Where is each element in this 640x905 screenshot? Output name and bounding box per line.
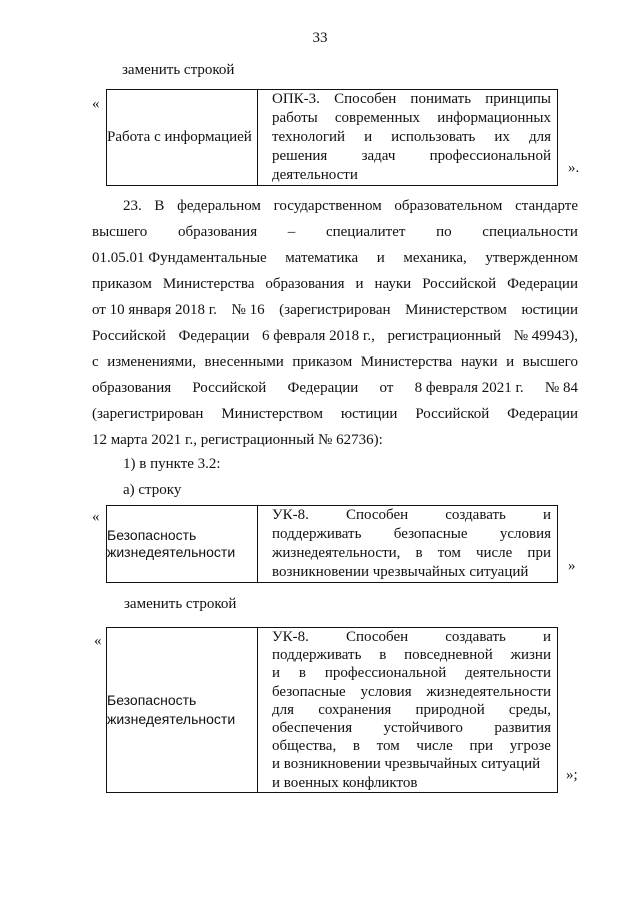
- table-2-right-word: жизнедеятельности,: [272, 545, 401, 561]
- quote-open-1: «: [92, 96, 100, 112]
- paragraph-word: регистрационный: [387, 328, 502, 344]
- table-1-right-word: и: [364, 129, 373, 145]
- table-3-right-line: [258, 774, 557, 792]
- paragraph-word: Федерации: [507, 276, 578, 292]
- table-1-right-word: их: [494, 129, 510, 145]
- table-2-right-word: при: [527, 545, 551, 561]
- table-3-right-word: создавать: [445, 629, 506, 645]
- table-1-right-word: задач: [361, 148, 396, 164]
- table-2-left-line: жизнедеятельности: [107, 544, 236, 560]
- table-1-right-line: [258, 109, 557, 128]
- quote-close-3: »;: [566, 767, 578, 783]
- item-a: а) строку: [123, 482, 182, 498]
- table-3-right-word: деятельности: [465, 665, 551, 682]
- table-3-right-cell: [258, 628, 558, 793]
- table-3-right-word: поддерживать: [272, 647, 362, 664]
- quote-close-2: »: [568, 558, 576, 574]
- table-3-right-line: [258, 701, 557, 719]
- table-1-right-word: деятельности: [272, 167, 358, 183]
- paragraph-word: 23.: [123, 198, 142, 214]
- table-1-right-word: принципы: [485, 91, 551, 107]
- paragraph-word: Федерации: [507, 406, 578, 422]
- table-3-right-word: и военных конфликтов: [272, 774, 418, 791]
- paragraph-word: юстиции: [521, 302, 578, 318]
- table-3-right-word: и возникновении чрезвычайных ситуаций: [272, 756, 541, 773]
- paragraph-word: внесенными: [204, 354, 284, 370]
- paragraph-word: науки: [374, 276, 412, 292]
- table-3-right-line: [258, 755, 557, 773]
- paragraph-line: [92, 427, 578, 453]
- paragraph-word: специалитет: [325, 224, 406, 240]
- paragraph-word: 01.05.01 Фундаментальные: [92, 250, 267, 266]
- table-1-right-word: понимать: [410, 91, 472, 107]
- table-3-right-word: и: [272, 665, 281, 682]
- table-1-right-word: ОПК-3.: [272, 91, 320, 107]
- paragraph-word: специальности: [482, 224, 578, 240]
- table-3-right-word: повседневной: [404, 647, 493, 664]
- paragraph-word: образования: [92, 380, 172, 396]
- table-3-right-word: для: [272, 701, 295, 718]
- table-3-right-word: профессиональной: [324, 665, 447, 682]
- table-3-right-word: Способен: [345, 629, 409, 645]
- table-3-right-word: жизнедеятельности: [426, 683, 551, 700]
- table-3-right-word: сохранения: [318, 701, 392, 718]
- table-1-right-word: для: [528, 129, 551, 145]
- table-3-right-line: [258, 628, 557, 646]
- table-2-right-word: УК-8.: [272, 507, 309, 523]
- table-1-right-word: профессиональной: [429, 148, 551, 164]
- paragraph-word: № 16: [231, 302, 265, 318]
- page-number: 33: [312, 30, 328, 46]
- table-3-right-word: развития: [494, 719, 551, 736]
- paragraph-word: № 49943),: [513, 328, 578, 344]
- quote-close-1: ».: [568, 160, 580, 176]
- table-1-right-cell: [258, 90, 558, 186]
- table-3-left-line: жизнедеятельности: [107, 710, 236, 727]
- paragraph-word: юстиции: [340, 406, 398, 422]
- quote-open-3: «: [94, 633, 102, 649]
- paragraph-word: утвержденном: [485, 250, 578, 266]
- paragraph-word: образования: [265, 276, 345, 292]
- table-3-right-word: устойчивого: [383, 719, 463, 736]
- paragraph-word: Министерства: [360, 354, 453, 370]
- table-1-right-word: современных: [334, 110, 421, 126]
- paragraph-line: [92, 375, 578, 401]
- table-3-right-word: в: [352, 738, 360, 755]
- paragraph-word: 12 марта 2021 г., регистрационный № 62736):: [92, 432, 383, 448]
- table-3-left-cell: [107, 628, 258, 793]
- table-3-right-word: жизни: [510, 647, 551, 664]
- paragraph-word: высшего: [522, 354, 578, 370]
- item-1: 1) в пункте 3.2:: [123, 456, 221, 472]
- table-1-right-line: [258, 166, 557, 185]
- paragraph-word: Российской: [422, 276, 497, 292]
- table-3-right-line: [258, 683, 557, 701]
- table-3: [106, 627, 558, 793]
- paragraph-word: федеральном: [177, 198, 261, 214]
- paragraph-word: по: [436, 224, 452, 240]
- paragraph-word: 8 февраля 2021 г.: [414, 380, 524, 396]
- table-3-right-line: [258, 664, 557, 682]
- table-2-right-word: безопасные: [393, 526, 468, 542]
- paragraph-word: (зарегистрирован: [92, 406, 204, 422]
- paragraph-word: стандарте: [515, 198, 578, 214]
- table-1-left-cell: [107, 90, 258, 186]
- table-3-right-word: в: [298, 665, 307, 682]
- table-3-right-word: числе: [416, 738, 453, 755]
- table-2-right-line: [258, 525, 557, 544]
- paragraph-word: науки: [460, 354, 498, 370]
- paragraph-word: государственном: [273, 198, 382, 214]
- table-1-right-word: информационных: [437, 110, 551, 126]
- table-3-right-word: в: [379, 647, 387, 664]
- table-3-right-word: УК-8.: [272, 629, 309, 645]
- table-2-right-word: создавать: [445, 507, 506, 523]
- table-3-right-word: условия: [360, 683, 412, 700]
- table-2-left-line: Безопасность: [107, 527, 197, 543]
- table-2-right-word: числе: [475, 545, 513, 561]
- paragraph-word: приказом: [92, 276, 152, 292]
- table-1-right-line: [258, 128, 557, 147]
- table-1-right-line: [258, 90, 557, 109]
- paragraph-word: Федерации: [178, 328, 250, 344]
- table-3-right-word: среды,: [508, 701, 551, 718]
- table-1-right-line: [258, 147, 557, 166]
- paragraph-line: [92, 401, 578, 427]
- main-paragraph: [92, 193, 578, 453]
- replace-heading-2: заменить строкой: [124, 596, 237, 612]
- table-1: [106, 89, 558, 186]
- paragraph-word: (зарегистрирован: [279, 302, 391, 318]
- table-3-right-word: общества,: [272, 738, 337, 755]
- table-1-right-word: решения: [272, 148, 328, 164]
- paragraph-word: Министерством: [405, 302, 507, 318]
- table-1-right-word: Способен: [334, 91, 397, 107]
- paragraph-word: математика: [285, 250, 359, 266]
- table-3-right-word: природной: [415, 701, 485, 718]
- table-2-right-cell: [258, 506, 558, 583]
- paragraph-line: [92, 271, 578, 297]
- table-2-right-line: [258, 506, 557, 525]
- table-2-left-cell: [107, 506, 258, 583]
- paragraph-line: [92, 245, 578, 271]
- paragraph-word: Российской: [415, 406, 490, 422]
- paragraph-line: [92, 219, 578, 245]
- paragraph-word: от 10 января 2018 г.: [92, 302, 217, 318]
- table-1-right-word: технологий: [272, 129, 346, 145]
- table-1-right-word: работы: [272, 110, 318, 126]
- paragraph-word: и: [506, 354, 515, 370]
- paragraph-word: Министерством: [221, 406, 324, 422]
- paragraph-word: –: [287, 224, 296, 240]
- quote-open-2: «: [92, 509, 100, 525]
- paragraph-word: образовательном: [394, 198, 503, 214]
- table-3-left-line: Безопасность: [107, 691, 197, 708]
- paragraph-word: Российской: [192, 380, 267, 396]
- paragraph-word: и: [376, 250, 385, 266]
- table-2-right-line: [258, 563, 557, 582]
- paragraph-word: высшего: [92, 224, 148, 240]
- table-3-right-word: угрозе: [509, 738, 551, 755]
- table-3-right-word: при: [469, 738, 494, 755]
- paragraph-line: [92, 323, 578, 349]
- table-2-right-word: в: [415, 545, 423, 561]
- paragraph-line: [92, 297, 578, 323]
- table-2-right-word: возникновении чрезвычайных ситуаций: [272, 564, 529, 580]
- paragraph-word: № 84: [544, 380, 578, 396]
- paragraph-word: 6 февраля 2018 г.,: [262, 328, 375, 344]
- paragraph-word: Российской: [92, 328, 166, 344]
- table-3-right-line: [258, 737, 557, 755]
- table-3-right-word: обеспечения: [272, 719, 353, 736]
- paragraph-word: В: [154, 198, 165, 214]
- table-3-right-line: [258, 646, 557, 664]
- paragraph-line: [92, 193, 578, 219]
- paragraph-word: изменениями,: [107, 354, 197, 370]
- table-2-right-word: том: [437, 545, 461, 561]
- table-3-right-word: том: [376, 738, 400, 755]
- paragraph-word: механика,: [403, 250, 467, 266]
- table-2: [106, 505, 558, 583]
- paragraph-word: от: [379, 380, 394, 396]
- table-2-right-word: поддерживать: [272, 526, 362, 542]
- paragraph-word: Министерства: [162, 276, 255, 292]
- paragraph-word: Федерации: [287, 380, 359, 396]
- table-1-right-word: использовать: [391, 129, 476, 145]
- table-2-right-line: [258, 544, 557, 563]
- table-3-right-line: [258, 719, 557, 737]
- table-3-right-word: и: [542, 629, 551, 645]
- table-1-left-text: Работа с информацией: [107, 129, 252, 145]
- table-3-right-word: безопасные: [272, 683, 346, 700]
- paragraph-word: приказом: [292, 354, 353, 370]
- table-2-right-word: Способен: [345, 507, 409, 523]
- paragraph-word: и: [355, 276, 364, 292]
- paragraph-word: с: [92, 354, 99, 370]
- replace-heading-1: заменить строкой: [122, 62, 235, 78]
- table-2-right-word: и: [542, 507, 551, 523]
- table-2-right-word: условия: [499, 526, 551, 542]
- paragraph-line: [92, 349, 578, 375]
- paragraph-word: образования: [177, 224, 258, 240]
